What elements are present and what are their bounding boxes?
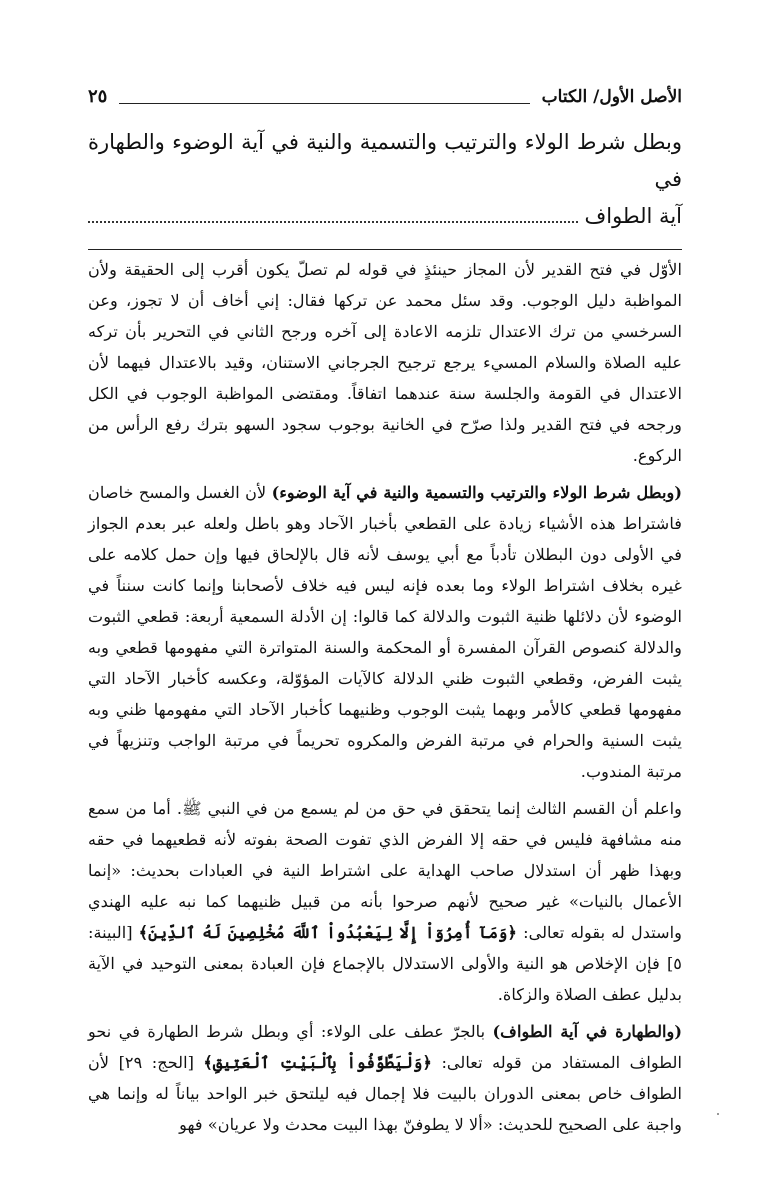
matn-line-1: وبطل شرط الولاء والترتيب والتسمية والنية في آية الوضوء والطهارة في bbox=[88, 130, 682, 191]
commentary-paragraph-3 bbox=[88, 793, 682, 1010]
paragraph-4-part-b: [الحج: ٢٩] لأن الطواف خاص بمعنى الدوران بالبيت فلا إجمال فيه ليلتحق خبر الواحد بياناً له وإنما هي واجبة على الصحيح للحديث: «ألا لا يطوفنّ بهذا البيت محدث ولا عريان» فهو bbox=[88, 1053, 682, 1134]
commentary-paragraph-4 bbox=[88, 1016, 682, 1140]
page-header bbox=[88, 82, 682, 112]
quran-verse-hajj: ﴿وَلْيَطَّوَّفُواْ بِٱلْبَيْتِ ٱلْعَتِيقِ﴾ bbox=[203, 1053, 432, 1072]
paragraph-3-part-a: واعلم أن القسم الثالث إنما يتحقق في حق من لم يسمع من في النبي ﷺ. أما من سمع منه مشافهة فليس في حقه إلا الفرض الذي تفوت الصحة بفوته لأنه قطعيهما في حقه وبهذا ظهر أن استدلال صاحب الهداية على اشتراط النية في العبادات بحديث: «إنما الأعمال بالنيات» غير صحيح لأنهم صرحوا بأنه من قبيل ظنيهما كما نبه عليه الهندي واستدل له بقوله تعالى: bbox=[88, 799, 682, 942]
paragraph-4-part-a: بالجرّ عطف على الولاء: أي وبطل شرط الطهارة في نحو الطواف المستفاد من قوله تعالى: bbox=[88, 1022, 682, 1072]
dotted-leader bbox=[88, 220, 578, 223]
book-page bbox=[88, 82, 682, 1140]
matn-line-2-text: آية الطواف bbox=[584, 204, 682, 228]
paragraph-3-part-b: [البينة: ٥] فإن الإخلاص هو النية والأولى الاستدلال بالإجماع فإن العبادة بمعنى التوحيد في الآية بدليل عطف الصلاة والزكاة. bbox=[88, 923, 682, 1004]
matn-quote-2: (والطهارة في آية الطواف) bbox=[492, 1022, 682, 1041]
quran-verse-bayyina: ﴿وَمَآ أُمِرُوٓاْ إِلَّا لِيَعْبُدُواْ ٱللَّهَ مُخْلِصِينَ لَهُ ٱلدِّينَ﴾ bbox=[138, 923, 518, 942]
commentary-paragraph-1: الأوّل في فتح القدير لأن المجاز حينئذٍ في قوله لم تصلّ يكون أقرب إلى الحقيقة ولأن المواظبة دليل الوجوب. وقد سئل محمد عن تركها فقال: إني أخاف أن لا تجوز، وعن السرخسي من ترك الاعتدال تلزمه الاعادة إلى آخره ورجح الثاني في التحرير بأن تركه عليه الصلاة والسلام المسيء يرجع ترجيح الجرجاني الاستنان، وقيد بالاعتدال فيهما لأن الاعتدال في القومة والجلسة سنة عندهما اتفاقاً. ومقتضى المواظبة الوجوب في الكل ورجحه في فتح القدير ولذا صرّح في الخانية بوجوب سجود السهو بترك رفع الرأس من الركوع. bbox=[88, 260, 682, 465]
header-rule bbox=[119, 103, 529, 104]
matn-text bbox=[88, 124, 682, 235]
page-number: ٢٥ bbox=[88, 86, 108, 107]
matn-separator-rule bbox=[88, 249, 682, 250]
paragraph-2-body: لأن الغسل والمسح خاصان فاشتراط هذه الأشياء زيادة على القطعي بأخبار الآحاد وهو باطل ولعله عبر بعدم الجواز في الأولى دون البطلان تأدباً مع أبي يوسف لأنه قال بالإلحاق فيها وإن حمل كلامه على غيره بخلاف اشتراط الولاء وما بعده فإنه ليس فيه خلاف لأصحابنا وإنما كانت سنناً في الوضوء لأن دلائلها ظنية الثبوت والدلالة كما قالوا: إن الأدلة السمعية أربعة: قطعي الثبوت والدلالة كنصوص القرآن المفسرة أو المحكمة والسنة المتواترة التي مفهومها قطعي وبه يثبت الفرض، وقطعي الثبوت ظني الدلالة كالآيات المؤوّلة، وعكسه كأخبار الآحاد التي مفهومها قطعي كالأمر وبهما يثبت الوجوب وظنيهما كأخبار الآحاد التي مفهومها ظني وبه يثبت السنية والحرام في مرتبة الفرض والمكروه تحريماً في مرتبة الواجب وتنزيهاً في مرتبة المندوب. bbox=[88, 483, 682, 781]
commentary-paragraph-2 bbox=[88, 477, 682, 787]
matn-quote-1: (وبطل شرط الولاء والترتيب والتسمية والنية في آية الوضوء) bbox=[271, 483, 683, 502]
running-head: الأصل الأول/ الكتاب bbox=[541, 87, 682, 107]
matn-line-2 bbox=[88, 198, 682, 235]
scan-speck bbox=[717, 1113, 719, 1115]
